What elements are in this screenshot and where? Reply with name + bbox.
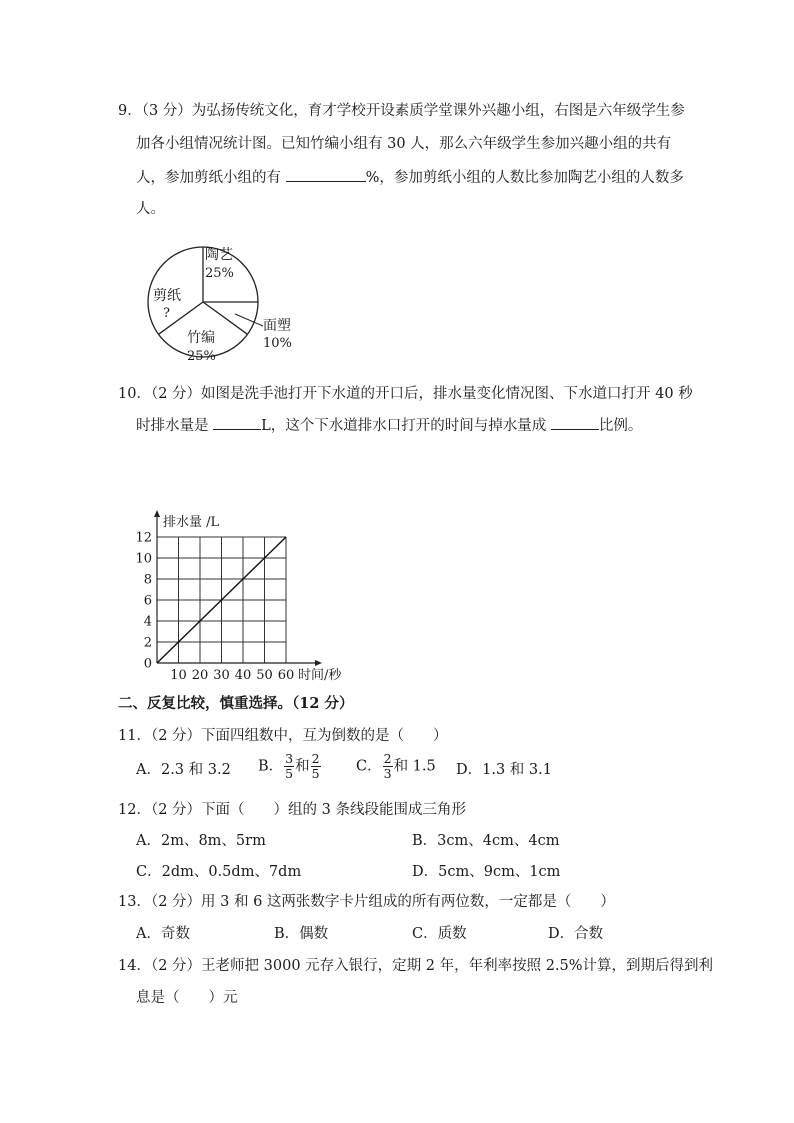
y-tick-label: 2 <box>143 635 152 651</box>
q13-option-c[interactable]: C．质数 <box>412 926 467 942</box>
q9-line3-text-b: %，参加剪纸小组的人数比参加陶艺小组的人数多 <box>365 170 684 186</box>
q11-option-c[interactable] <box>356 752 436 781</box>
x-tick-label: 60 <box>277 668 295 683</box>
y-tick-label: 8 <box>143 572 152 588</box>
pie-value-zhubian: 25% <box>187 349 216 364</box>
q11-option-b-fraction-2 <box>311 752 321 781</box>
fraction-numerator: 2 <box>383 751 392 766</box>
chart-x-axis-label: 时间/秒 <box>298 668 342 683</box>
q10-line1: 10．（2 分）如图是洗手池打开下水道的开口后，排水量变化情况图、下水道口打开 40 秒 <box>118 386 693 402</box>
pie-value-jianzhi: ? <box>163 306 170 321</box>
q10-line2-text-b: L，这个下水道排水口打开的时间与掉水量成 <box>261 418 547 434</box>
y-tick-label: 4 <box>143 614 152 630</box>
q11-stem: 11．（2 分）下面四组数中，互为倒数的是（ ） <box>118 728 448 744</box>
q9-line3-text-a: 人，参加剪纸小组的有 <box>136 170 281 186</box>
drainage-line-chart <box>135 506 355 686</box>
y-tick-label: 12 <box>135 530 152 546</box>
q11-option-a[interactable]: A．2.3 和 3.2 <box>136 762 231 778</box>
q10-line2-text-c: 比例。 <box>598 418 643 434</box>
q11-option-b-fraction-1 <box>284 752 294 781</box>
pie-label-jianzhi: 剪纸 <box>153 288 181 304</box>
y-tick-label: 10 <box>135 551 152 567</box>
q10-line2-text-a: 时排水量是 <box>136 418 209 434</box>
chart-axes <box>154 510 322 666</box>
q12-stem: 12．（2 分）下面（ ）组的 3 条线段能围成三角形 <box>118 802 466 818</box>
q11-option-b-and: 和 <box>295 758 310 775</box>
x-tick-label: 30 <box>213 668 230 683</box>
pie-chart <box>135 240 315 375</box>
pie-value-miansu: 10% <box>263 336 292 351</box>
q14-line2: 息是（ ）元 <box>136 990 238 1006</box>
q12-option-b[interactable]: B．3cm、4cm、4cm <box>412 833 560 849</box>
q11-option-c-suffix: 和 1.5 <box>393 758 436 775</box>
q11-option-d[interactable]: D．1.3 和 3.1 <box>456 762 552 778</box>
pie-leader-line <box>235 314 263 326</box>
fraction-denominator: 3 <box>383 766 392 781</box>
q11-option-b[interactable] <box>258 752 322 781</box>
q13-option-b[interactable]: B．偶数 <box>274 926 329 942</box>
q10-blank-proportion[interactable] <box>551 415 599 430</box>
y-tick-label: 0 <box>143 656 152 672</box>
pie-label-taoyi: 陶艺 <box>205 247 233 263</box>
x-axis-arrow <box>315 660 322 666</box>
x-tick-label: 50 <box>256 668 273 683</box>
fraction-denominator: 5 <box>311 766 320 781</box>
y-axis-arrow <box>154 510 160 517</box>
q14-line1: 14．（2 分）王老师把 3000 元存入银行，定期 2 年，年利率按照 2.5%计算，到期后得到利 <box>118 958 714 974</box>
q13-option-a[interactable]: A．奇数 <box>136 926 190 942</box>
q9-line3 <box>136 167 684 188</box>
pie-label-miansu: 面塑 <box>263 318 291 334</box>
q9-line2: 加各小组情况统计图。已知竹编小组有 30 人，那么六年级学生参加兴趣小组的共有 <box>136 136 672 152</box>
fraction-numerator: 3 <box>285 751 294 766</box>
q9-line4: 人。 <box>136 201 165 217</box>
x-tick-label: 40 <box>234 668 252 683</box>
pie-value-taoyi: 25% <box>205 266 234 281</box>
q13-stem: 13．（2 分）用 3 和 6 这两张数字卡片组成的所有两位数，一定都是（ ） <box>118 894 615 910</box>
q10-blank-volume[interactable] <box>213 415 261 430</box>
section2-title: 二、反复比较，慎重选择。（12 分） <box>118 695 354 712</box>
q12-option-d[interactable]: D．5cm、9cm、1cm <box>412 864 561 880</box>
x-tick-label: 20 <box>191 668 209 683</box>
q12-option-a[interactable]: A．2m、8m、5rm <box>136 833 266 849</box>
pie-label-zhubian: 竹编 <box>187 330 215 346</box>
q11-option-c-fraction <box>383 752 393 781</box>
fraction-numerator: 2 <box>311 751 320 766</box>
y-tick-label: 6 <box>143 593 152 609</box>
x-tick-label: 10 <box>170 668 187 683</box>
q10-line2 <box>136 415 642 436</box>
q11-option-b-prefix: B． <box>258 758 284 775</box>
chart-y-axis-label: 排水量 /L <box>163 515 220 530</box>
q11-option-c-prefix: C． <box>356 758 382 775</box>
q9-line1: 9．（3 分）为弘扬传统文化，育才学校开设素质学堂课外兴趣小组，右图是六年级学生参 <box>118 103 685 119</box>
q12-option-c[interactable]: C．2dm、0.5dm、7dm <box>136 864 302 880</box>
fraction-denominator: 5 <box>285 766 294 781</box>
q9-blank-percent[interactable] <box>286 167 366 182</box>
q13-option-d[interactable]: D．合数 <box>548 926 604 942</box>
